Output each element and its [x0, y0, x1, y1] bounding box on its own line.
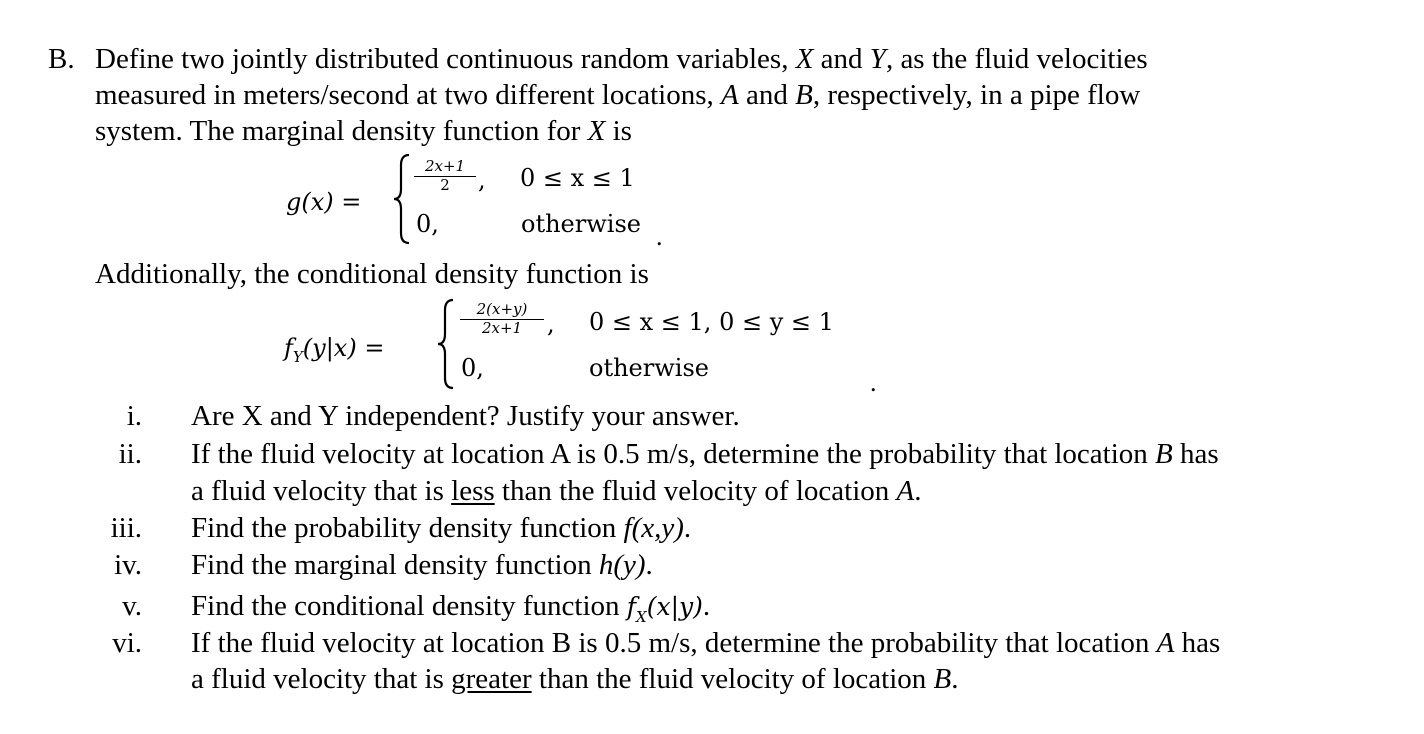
question-text: a fluid velocity that is [191, 663, 452, 695]
question-text: has [1172, 438, 1219, 470]
function-fx-f: f [626, 592, 637, 621]
function-fx-arg: (x|y) [646, 592, 703, 621]
fraction-numerator: 2(x+y) [460, 301, 544, 320]
location-b: B [933, 663, 952, 695]
question-text: . [914, 475, 922, 507]
function-f-xy: f(x,y) [623, 512, 684, 544]
question-vi-line-1 [191, 626, 1220, 660]
marginal-lhs-text: g(x) = [286, 188, 362, 216]
intro-line-2 [95, 78, 1140, 112]
marginal-case2-value: 0, [416, 210, 439, 238]
emphasis-less: less [451, 475, 495, 507]
marginal-case1-comma: , [478, 166, 486, 194]
location-b: B [1155, 438, 1173, 470]
marginal-trailing-dot: . [656, 222, 663, 251]
problem-label: B. [48, 43, 75, 75]
question-numeral: ii. [118, 438, 142, 470]
fraction-numerator: 2x+1 [414, 158, 476, 177]
intro-line-3 [95, 114, 632, 148]
question-iv [191, 548, 653, 582]
function-h-y: h(y) [598, 549, 646, 581]
marginal-case2-condition: otherwise [521, 210, 641, 238]
question-text: . [702, 590, 711, 622]
fraction-denominator: 2x+1 [481, 319, 523, 337]
function-fx-subscript: X [636, 607, 647, 626]
conditional-lhs [284, 334, 384, 371]
question-text: . [645, 549, 653, 581]
question-numeral: iv. [114, 549, 142, 581]
question-iii [191, 511, 691, 545]
question-text: Find the probability density function [191, 512, 624, 544]
marginal-case1-fraction [414, 158, 476, 194]
intro-text: measured in meters/second at two different locations, [95, 79, 721, 111]
var-x: X [587, 115, 606, 147]
conditional-case2-condition: otherwise [589, 354, 709, 382]
conditional-case1-fraction [460, 301, 544, 337]
intro-text: Define two jointly distributed continuous random variables, [95, 43, 796, 75]
question-text: a fluid velocity that is [191, 475, 452, 507]
question-ii-line-2 [191, 474, 921, 508]
intro-text: and [813, 43, 870, 75]
left-brace-icon [436, 298, 456, 390]
marginal-case1-condition: 0 ≤ x ≤ 1 [520, 164, 635, 192]
intro-text: , respectively, in a pipe flow [812, 79, 1141, 111]
intro-text: system. The marginal density function for [95, 115, 588, 147]
intro-text: is [605, 115, 632, 147]
conditional-lhs-arg: (y|x) = [302, 334, 385, 362]
question-vi-line-2 [191, 662, 958, 696]
location-b: B [795, 79, 813, 111]
question-text: . [683, 512, 692, 544]
question-ii-line-1 [191, 437, 1219, 471]
intro-line-1 [95, 42, 1148, 76]
question-text: Find the conditional density function [191, 590, 627, 622]
intro-text: and [738, 79, 796, 111]
emphasis-greater: greater [451, 663, 532, 695]
question-text: Find the marginal density function [191, 549, 599, 581]
additional-text: Additionally, the conditional density function is [95, 258, 649, 290]
conditional-case1-comma: , [547, 310, 555, 338]
location-a: A [721, 79, 739, 111]
left-brace-icon [392, 153, 412, 245]
question-text: than the fluid velocity of location [494, 475, 897, 507]
var-y: Y [869, 43, 886, 75]
location-a: A [1156, 627, 1175, 659]
conditional-case2-value: 0, [461, 354, 484, 382]
question-numeral: v. [122, 590, 142, 622]
intro-text: , as the fluid velocities [885, 43, 1148, 75]
question-text: than the fluid velocity of location [531, 663, 934, 695]
question-text: If the fluid velocity at location A is 0.5 m/s, determine the probability that location [191, 438, 1156, 470]
question-numeral: iii. [110, 512, 142, 544]
conditional-lhs-subscript: Y [292, 347, 303, 366]
location-a: A [896, 475, 915, 507]
question-text: . [951, 663, 959, 695]
question-i: Are X and Y independent? Justify your answer. [191, 400, 740, 432]
fraction-denominator: 2 [440, 176, 450, 194]
question-numeral: vi. [112, 627, 142, 659]
conditional-trailing-dot: . [870, 368, 877, 397]
question-text: has [1174, 627, 1221, 659]
conditional-case1-condition: 0 ≤ x ≤ 1, 0 ≤ y ≤ 1 [589, 308, 834, 336]
var-x: X [795, 43, 814, 75]
marginal-lhs [286, 188, 361, 216]
conditional-lhs-f: f [284, 334, 293, 362]
question-numeral: i. [126, 400, 142, 432]
question-text: If the fluid velocity at location B is 0.5 m/s, determine the probability that location [191, 627, 1157, 659]
